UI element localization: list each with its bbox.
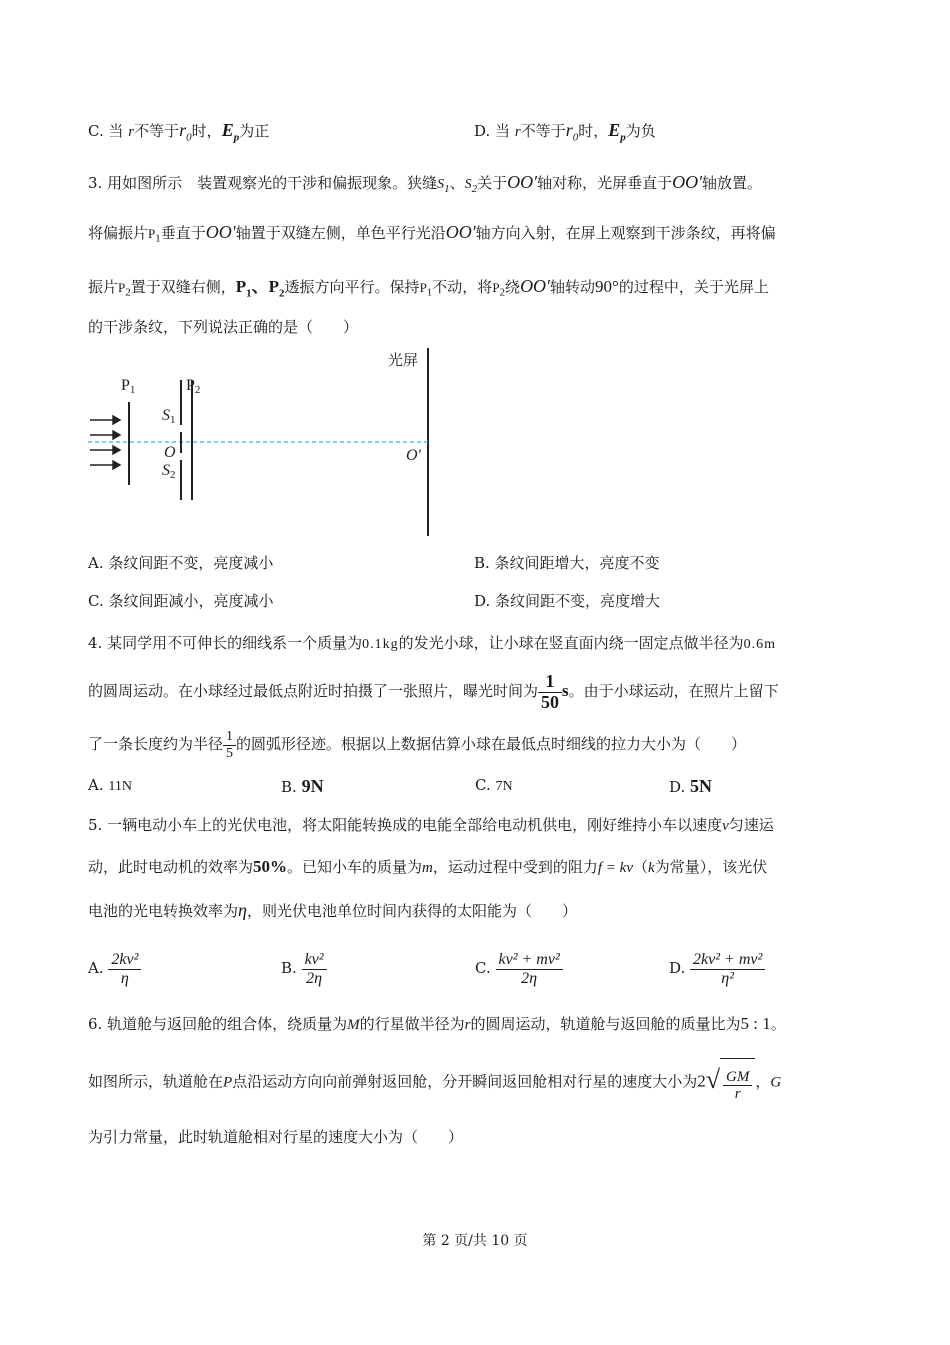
q4-option-a[interactable]: A. 11N (88, 776, 132, 794)
q3-line3: 振片$P_2$置于双缝右侧，$P_1$、$P_2$透振方向平行。保持$P_1$不动，将$P_2$绕OO′轴转动90°的过程中，关于光屏上 (88, 276, 769, 300)
option-text: 为负 (625, 122, 656, 140)
q5-option-b[interactable]: B. $\frac{\text{kv²}}{2\eta}$ (281, 940, 327, 996)
q3-line4: 的干涉条纹，下列说法正确的是（ ） (88, 318, 359, 336)
option-text: 当 (108, 122, 124, 140)
var-r0: $r_0$ (565, 120, 579, 144)
s1-label: S1 (162, 407, 176, 426)
page-footer: 第 2 页/共 10 页 (422, 1233, 528, 1249)
option-text: 不等于 (520, 122, 566, 140)
q3-option-d[interactable]: D. 条纹间距不变，亮度增大 (474, 592, 661, 610)
var-ep: $E_p$ (221, 120, 240, 144)
o-label: O (164, 444, 176, 461)
p2-label: P2 (186, 377, 201, 396)
q4-line1: 4. 某同学用不可伸长的细线系一个质量为0.1kg的发光小球，让小球在竖直面内绕一固定点做半径为0.6m (88, 634, 776, 652)
var-r: r (128, 124, 135, 140)
q5-line1: 5. 一辆电动小车上的光伏电池，将太阳能转换成的电能全部给电动机供电，刚好维持小车以速度v匀速运 (88, 816, 774, 834)
q6-line1: 6. 轨道舱与返回舱的组合体，绕质量为M的行星做半径为r的圆周运动，轨道舱与返回舱的质量比为5 : 1。 (88, 1014, 786, 1033)
exposure-time-fraction: $\frac{1}{50}$ (538, 672, 562, 713)
q5-line2: 动，此时电动机的效率为50%。已知小车的质量为m，运动过程中受到的阻力f = kv（k为常量），该光伏 (88, 857, 768, 876)
q3-option-c[interactable]: C. 条纹间距减小，亮度减小 (88, 592, 274, 610)
q5-option-c[interactable]: C. $\frac{\text{kv² + mv²}}{2\eta}$ (475, 940, 563, 996)
q4-option-c[interactable]: C. 7N (475, 776, 513, 794)
option-text: 当 (495, 122, 511, 140)
option-text: 为正 (239, 122, 270, 140)
q3-line2: 将偏振片$P_1$垂直于OO′轴置于双缝左侧，单色平行光沿OO′轴方向入射，在屏上观察到干涉条纹，再将偏 (88, 222, 776, 245)
option-text: 时， (578, 122, 609, 140)
option-text: 时， (191, 122, 222, 140)
option-label: D. (474, 122, 491, 140)
var-r: r (514, 124, 521, 140)
q2-option-d[interactable] (474, 120, 656, 144)
q5-line3: 电池的光电转换效率为η，则光伏电池单位时间内获得的太阳能为（ ） (88, 900, 577, 920)
q3-option-a[interactable]: A. 条纹间距不变，亮度减小 (88, 554, 274, 572)
q6-line2: 如图所示，轨道舱在P点沿运动方向向前弹射返回舱，分开瞬间返回舱相对行星的速度大小为2√ $\frac{GM}{r}$ ，G (88, 1054, 781, 1111)
sqrt-expression: √ $\frac{GM}{r}$ (706, 1054, 756, 1111)
p1-label: P1 (121, 377, 136, 396)
var-ep: $E_p$ (608, 120, 626, 144)
arc-fraction: $\frac{1}{5}$ (223, 729, 236, 761)
var-r0: $r_0$ (179, 120, 192, 144)
q4-option-b[interactable]: B. 9N (281, 776, 324, 796)
q4-line2: 的圆周运动。在小球经过最低点附近时拍摄了一张照片，曝光时间为 $\frac{1}{50}$ s。由于小球运动，在照片上留下 (88, 670, 779, 712)
q5-option-a[interactable]: A. $\frac{\text{2kv²}}{\eta}$ (88, 940, 141, 996)
q3-option-b[interactable]: B. 条纹间距增大，亮度不变 (474, 554, 660, 572)
q5-option-d[interactable]: D. $\frac{\text{2kv² + mv²}}{\text{η²}}$ (669, 940, 765, 996)
o-prime-label: O′ (406, 447, 422, 464)
screen-label: 光屏 (388, 351, 419, 369)
q2-option-c[interactable] (88, 120, 269, 144)
q6-line3: 为引力常量，此时轨道舱相对行星的速度大小为（ ） (88, 1128, 464, 1146)
interference-figure (80, 340, 440, 540)
option-label: C. (88, 122, 104, 140)
q3-line1: 3. 用如图所示 装置观察光的干涉和偏振现象。狭缝$S_1$、$S_2$关于OO′轴对称，光屏垂直于OO′轴放置。 (88, 172, 763, 195)
q4-line3: 了一条长度约为半径 $\frac{1}{5}$ 的圆弧形径迹。根据以上数据估算小球在最低点时细线的拉力大小为（ ） (88, 729, 747, 761)
s2-label: S2 (162, 462, 176, 481)
q4-option-d[interactable]: D. 5N (669, 776, 713, 796)
option-text: 不等于 (134, 122, 180, 140)
